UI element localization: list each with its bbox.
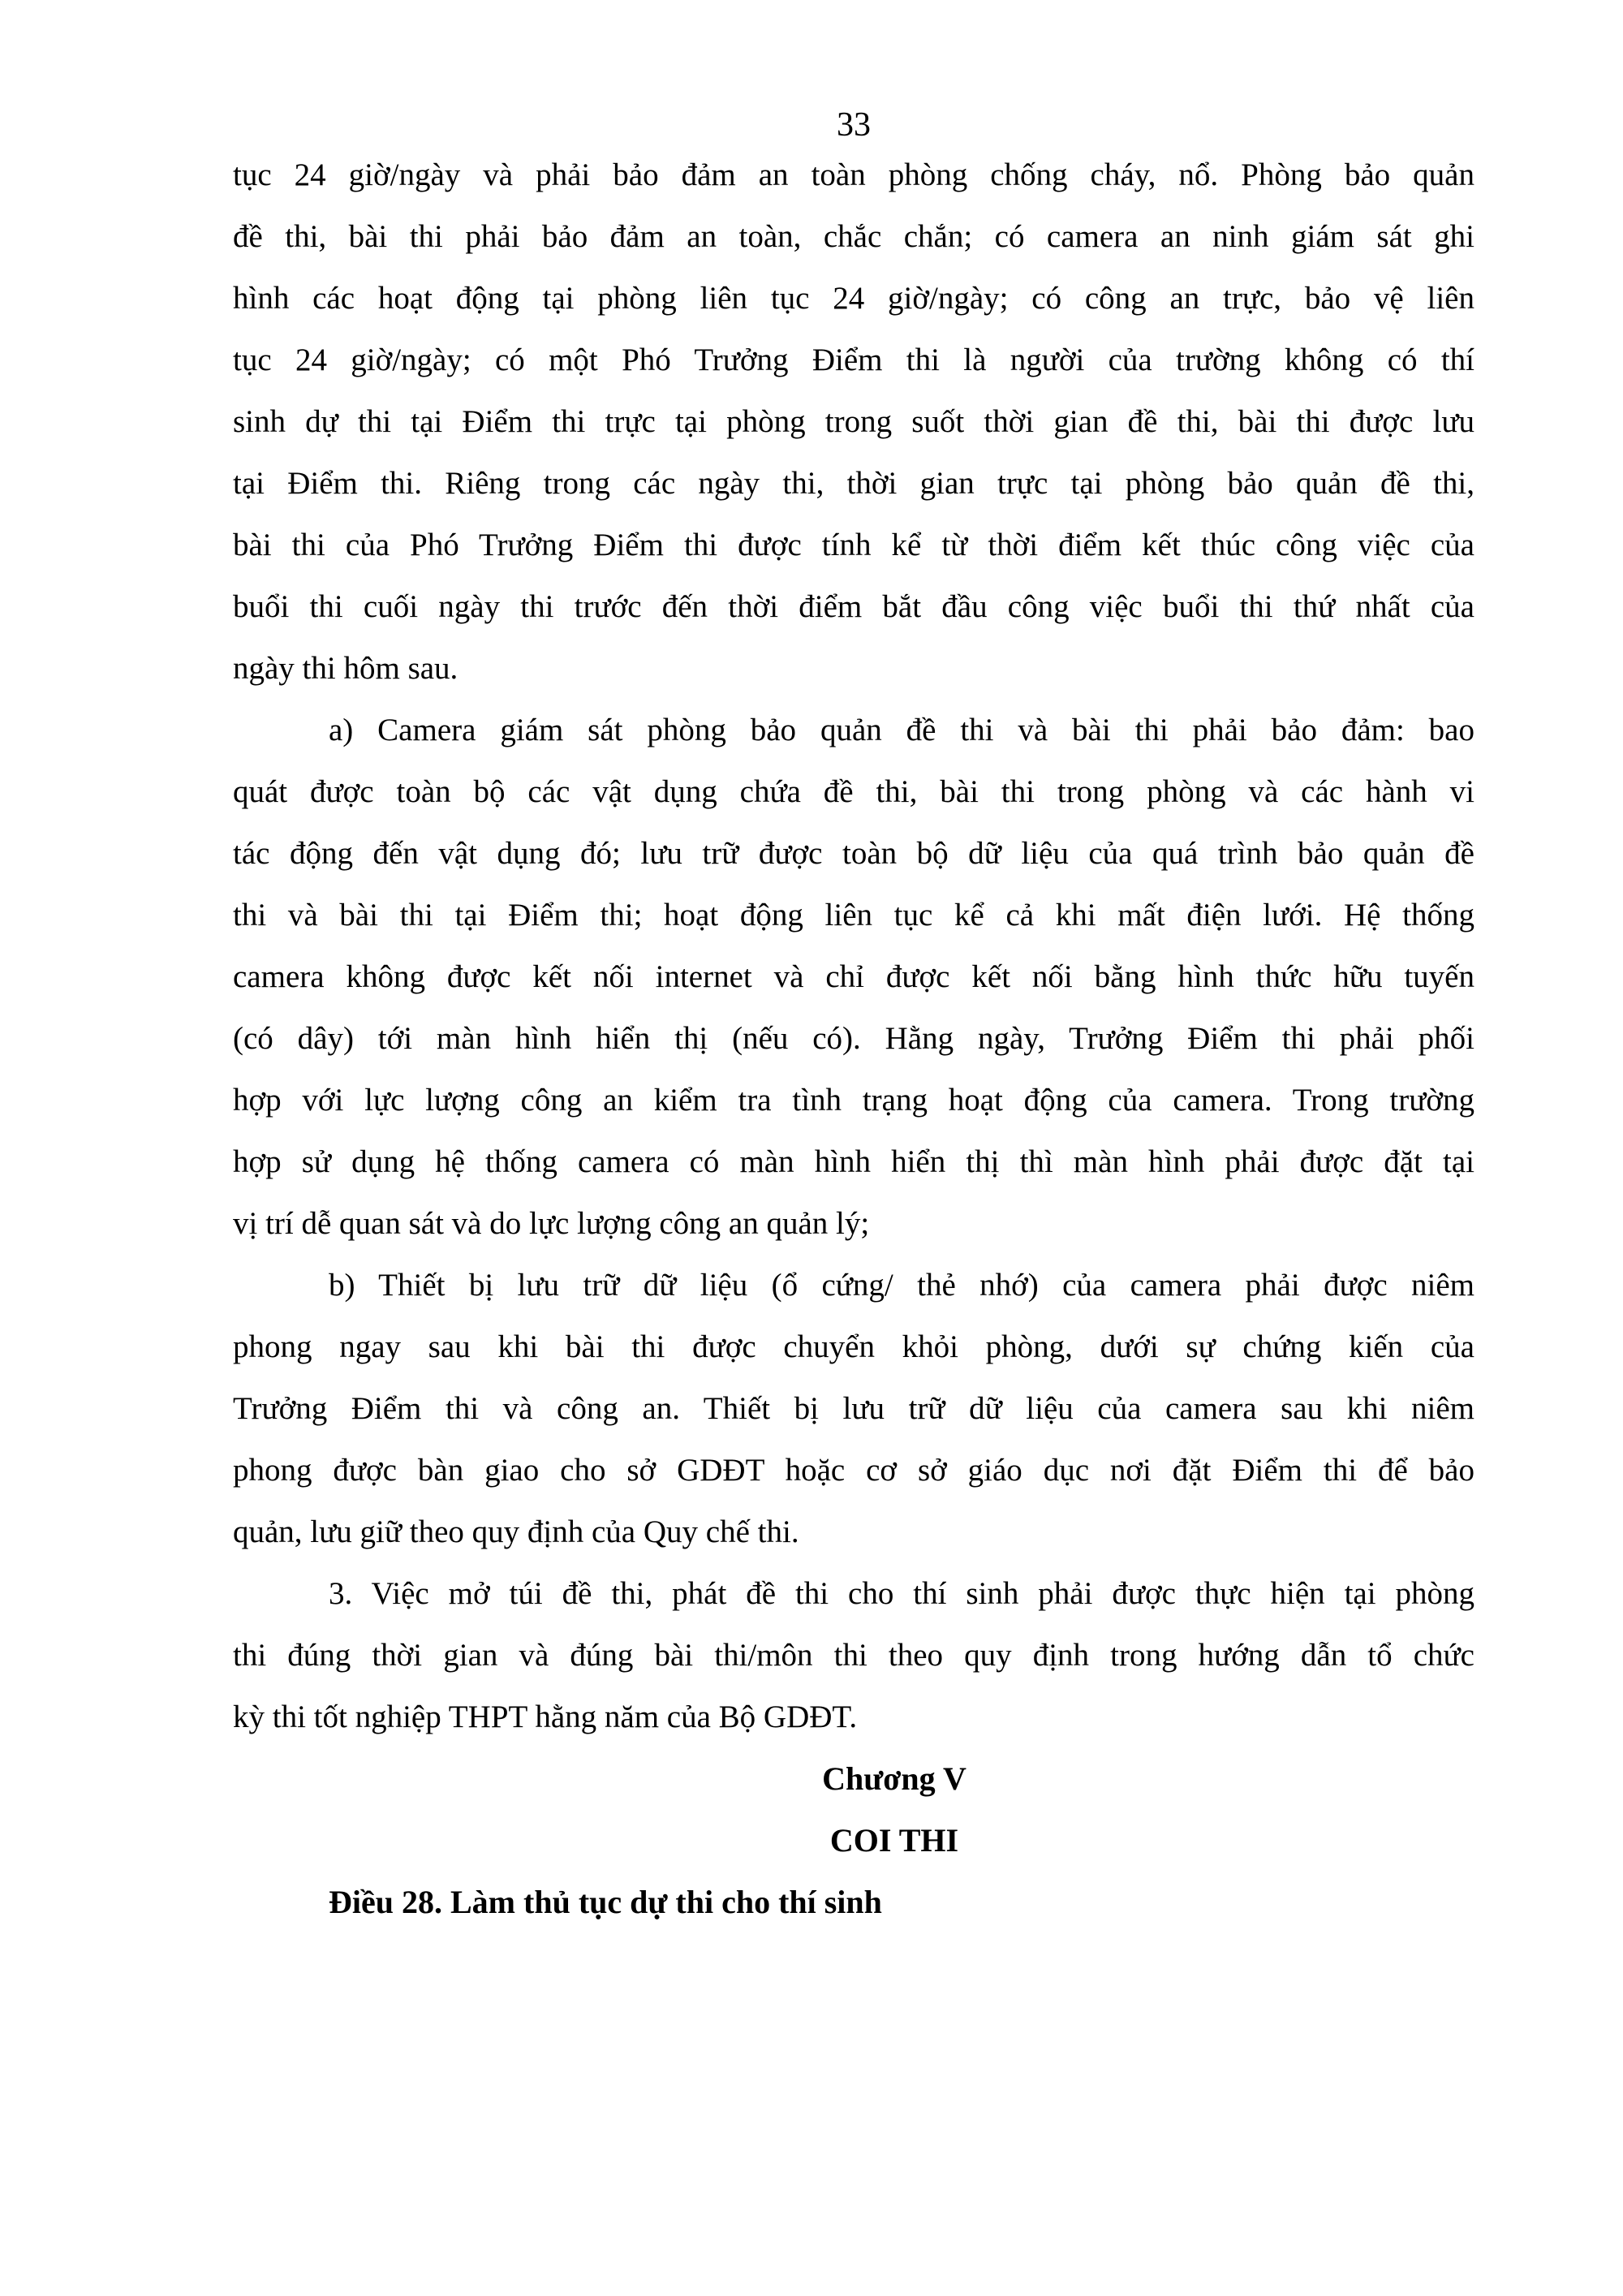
text-line: quát được toàn bộ các vật dụng chứa đề thi, bài thi trong phòng và các hành vi: [233, 774, 1474, 809]
text-line: tại Điểm thi. Riêng trong các ngày thi, thời gian trực tại phòng bảo quản đề thi,: [233, 466, 1474, 501]
text-line: buổi thi cuối ngày thi trước đến thời điểm bắt đầu công việc buổi thi thứ nhất của: [233, 589, 1474, 624]
text-line: quản, lưu giữ theo quy định của Quy chế thi.: [233, 1514, 799, 1549]
text-line: sinh dự thi tại Điểm thi trực tại phòng trong suốt thời gian đề thi, bài thi được lưu: [233, 404, 1474, 439]
text-line: b) Thiết bị lưu trữ dữ liệu (ổ cứng/ thẻ nhớ) của camera phải được niêm: [329, 1268, 1474, 1303]
text-line: tác động đến vật dụng đó; lưu trữ được toàn bộ dữ liệu của quá trình bảo quản đề: [233, 836, 1474, 871]
chapter-heading-line: COI THI: [829, 1822, 959, 1859]
text-line: (có dây) tới màn hình hiển thị (nếu có). Hằng ngày, Trưởng Điểm thi phải phối: [233, 1021, 1474, 1056]
text-line: ngày thi hôm sau.: [233, 651, 458, 686]
page-number: 33: [837, 106, 871, 144]
text-line: phong ngay sau khi bài thi được chuyển khỏi phòng, dưới sự chứng kiến của: [233, 1329, 1474, 1364]
text-line: tục 24 giờ/ngày và phải bảo đảm an toàn phòng chống cháy, nổ. Phòng bảo quản: [233, 157, 1474, 192]
document-body: [233, 144, 1474, 1933]
chapter-heading-line: Chương V: [822, 1760, 966, 1797]
text-line: tục 24 giờ/ngày; có một Phó Trưởng Điểm thi là người của trường không có thí: [233, 342, 1474, 377]
text-line: camera không được kết nối internet và chỉ được kết nối bằng hình thức hữu tuyến: [233, 959, 1474, 994]
text-line: thi đúng thời gian và đúng bài thi/môn thi theo quy định trong hướng dẫn tổ chức: [233, 1638, 1474, 1673]
text-line: hợp với lực lượng công an kiểm tra tình trạng hoạt động của camera. Trong trường: [233, 1083, 1474, 1118]
text-line: đề thi, bài thi phải bảo đảm an toàn, chắc chắn; có camera an ninh giám sát ghi: [233, 219, 1474, 254]
text-line: Trưởng Điểm thi và công an. Thiết bị lưu trữ dữ liệu của camera sau khi niêm: [233, 1391, 1474, 1426]
text-line: bài thi của Phó Trưởng Điểm thi được tính kể từ thời điểm kết thúc công việc của: [233, 528, 1474, 562]
text-line: hình các hoạt động tại phòng liên tục 24 giờ/ngày; có công an trực, bảo vệ liên: [233, 281, 1474, 316]
text-line: thi và bài thi tại Điểm thi; hoạt động liên tục kể cả khi mất điện lưới. Hệ thống: [233, 898, 1474, 933]
text-line: kỳ thi tốt nghiệp THPT hằng năm của Bộ GDĐT.: [233, 1699, 858, 1734]
article-heading-line: Điều 28. Làm thủ tục dự thi cho thí sinh: [329, 1884, 882, 1920]
text-line: phong được bàn giao cho sở GDĐT hoặc cơ sở giáo dục nơi đặt Điểm thi để bảo: [233, 1453, 1474, 1488]
text-line: a) Camera giám sát phòng bảo quản đề thi và bài thi phải bảo đảm: bao: [329, 713, 1474, 747]
text-line: hợp sử dụng hệ thống camera có màn hình hiển thị thì màn hình phải được đặt tại: [233, 1144, 1474, 1179]
text-line: 3. Việc mở túi đề thi, phát đề thi cho thí sinh phải được thực hiện tại phòng: [329, 1576, 1474, 1611]
text-line: vị trí dễ quan sát và do lực lượng công an quản lý;: [233, 1206, 870, 1241]
